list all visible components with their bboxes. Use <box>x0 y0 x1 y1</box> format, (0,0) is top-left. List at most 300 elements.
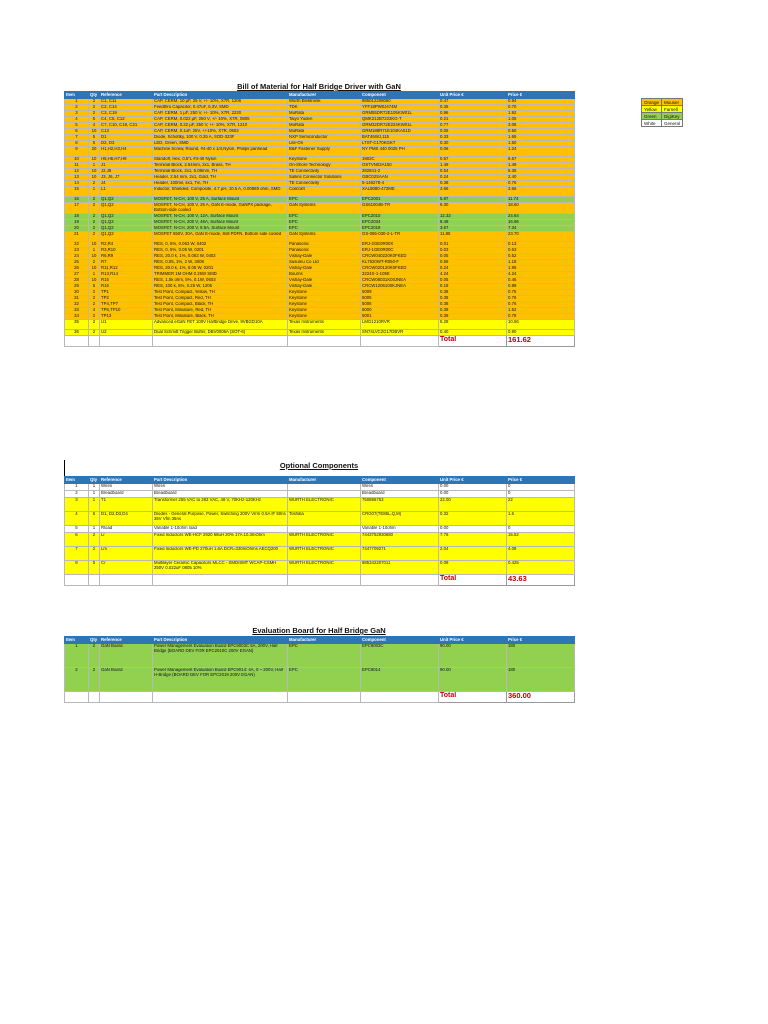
cell-ref: C1, C11 <box>100 99 153 105</box>
empty-cell <box>65 692 89 703</box>
cell-ref: GaN Board <box>100 668 153 692</box>
cell-item: 8 <box>65 141 89 147</box>
column-header: Component <box>361 477 439 484</box>
cell-desc: MOSFET, N-CH, 100 V, 12A, Surface Mount <box>153 213 288 219</box>
cell-comp: QMK212B7223KG-T <box>361 117 439 123</box>
cell-ref: T1 <box>100 498 153 512</box>
cell-desc: Advanced eGaN FET 100V Halfbridge Drive, 9VBGD10A <box>153 319 288 329</box>
cell-price: 0.78 <box>507 313 575 319</box>
cell-price: 5.35 <box>507 169 575 175</box>
cell-mfr: EPC <box>288 219 361 225</box>
total-value: 360.00 <box>507 692 575 703</box>
cell-item: 4 <box>65 117 89 123</box>
cell-qty: 2 <box>89 301 100 307</box>
cell-price: 0 <box>507 526 575 533</box>
cell-price: 0.63 <box>507 247 575 253</box>
table-row <box>65 484 575 491</box>
cell-price: 0 <box>507 484 575 491</box>
cell-qty: 2 <box>89 197 100 203</box>
column-header: Manufacturer <box>288 637 361 644</box>
cell-comp: 5001 <box>361 313 439 319</box>
cell-comp: 5-146278-4 <box>361 181 439 187</box>
cell-item: 33 <box>65 307 89 313</box>
cell-comp: KL7520WT-R050-F <box>361 259 439 265</box>
cell-qty: 4 <box>89 123 100 129</box>
cell-desc: CAP, CERM, 1 µF, 250 V, +/- 10%, X7R, 2220 <box>153 111 288 117</box>
cell-unit: 0.18 <box>439 283 507 289</box>
cell-desc: LED, Green, SMD <box>153 141 288 147</box>
cell-ref: R16 <box>100 283 153 289</box>
cell-price: 1.65 <box>507 135 575 141</box>
optional-table <box>64 476 575 586</box>
cell-unit: 0.38 <box>439 181 507 187</box>
cell-desc: Wires <box>153 484 288 491</box>
cell-qty: 10 <box>89 241 100 247</box>
cell-ref: TP2 <box>100 295 153 301</box>
empty-cell <box>100 575 153 586</box>
cell-desc: MOSFET, N-CH, 200 V, 48A, Surface Mount <box>153 219 288 225</box>
legend-supplier: Farnell <box>662 106 683 113</box>
cell-ref: C4, C5, C12 <box>100 117 153 123</box>
cell-mfr: NXP Semiconductor <box>288 135 361 141</box>
cell-comp: CRCW1206100KJNEA <box>361 283 439 289</box>
cell-comp: EPC9014 <box>361 668 439 692</box>
cell-ref: R2,R4 <box>100 241 153 247</box>
cell-item: 24 <box>65 253 89 259</box>
cell-qty: 2 <box>89 99 100 105</box>
cell-mfr: Keystone <box>288 157 361 163</box>
cell-desc: MOSFET, N-CH, 200 V, 8.5A, Surface Mount <box>153 225 288 231</box>
cell-price: 1.92 <box>507 111 575 117</box>
optional-title: Optional Components <box>279 461 359 470</box>
cell-qty: 1 <box>89 484 100 491</box>
cell-qty: 5 <box>89 512 100 526</box>
legend-supplier: DigiKey <box>662 113 683 120</box>
table-row <box>65 491 575 498</box>
column-header: Part Description <box>153 477 288 484</box>
cell-price: 3.08 <box>507 123 575 129</box>
cell-comp: 7447709271 <box>361 547 439 561</box>
cell-unit: 1.49 <box>439 163 507 169</box>
cell-price: 0.76 <box>507 289 575 295</box>
table-row <box>65 147 575 157</box>
legend-row <box>642 120 683 127</box>
cell-ref: Wires <box>100 484 153 491</box>
legend-row <box>642 99 683 106</box>
column-header: Part Description <box>153 92 288 99</box>
cell-ref: D2, D3 <box>100 141 153 147</box>
total-row <box>65 335 575 346</box>
cell-unit: 5.28 <box>439 319 507 329</box>
cell-unit: 3.67 <box>439 225 507 231</box>
cell-comp: CRG07(TE85L,Q,M) <box>361 512 439 526</box>
cell-ref: R15 <box>100 277 153 283</box>
cell-unit: 9.30 <box>439 203 507 214</box>
cell-mfr: Taiyo Yuden <box>288 117 361 123</box>
cell-qty: 2 <box>89 111 100 117</box>
cell-price: 4.08 <box>507 547 575 561</box>
cell-item: 20 <box>65 225 89 231</box>
cell-item: 7 <box>65 547 89 561</box>
cell-comp: GRM55DR72E105KW01L <box>361 111 439 117</box>
cell-qty: 2 <box>89 289 100 295</box>
cell-comp: EPC2019 <box>361 225 439 231</box>
cell-price: 1.05 <box>507 117 575 123</box>
cell-comp: 282841-2 <box>361 169 439 175</box>
cell-comp: ERJ-1GE0R00C <box>361 247 439 253</box>
cell-comp: 750896753 <box>361 498 439 512</box>
legend-supplier: Mouser <box>662 99 683 106</box>
cell-comp: 5000 <box>361 307 439 313</box>
cell-qty: 1 <box>89 271 100 277</box>
cell-mfr: Keystone <box>288 301 361 307</box>
cell-mfr: Coilcraft <box>288 187 361 197</box>
cell-price: 0.76 <box>507 295 575 301</box>
cell-qty: 2 <box>89 644 100 668</box>
cell-ref: H5,H6,H7,H8 <box>100 157 153 163</box>
column-header: Qty <box>89 477 100 484</box>
cell-unit: 0.00 <box>439 491 507 498</box>
header-row <box>65 477 575 484</box>
column-header: Price € <box>507 637 575 644</box>
cell-qty: 1 <box>89 163 100 169</box>
cell-desc: Power Management Evaluation Board EPC9014: 4A, 0 ~ 200V, Half H-Bridge (BOARD DEV FOR EPC2019 200V EGAN) <box>153 668 288 692</box>
cell-ref: GaN Board <box>100 644 153 668</box>
cell-desc: CAP, CERM, 10 µF, 25 V, +/- 10%, X7R, 1206 <box>153 99 288 105</box>
cell-desc: RES, 20.0 k, 1%, 0.05 W, 0201 <box>153 265 288 271</box>
table-row <box>65 668 575 692</box>
cell-qty: 1 <box>89 498 100 512</box>
cell-comp: YFF18PW0J474M <box>361 105 439 111</box>
cell-qty: 1 <box>89 187 100 197</box>
empty-cell <box>100 692 153 703</box>
cell-unit: 0.05 <box>439 129 507 135</box>
cell-ref: U1 <box>100 319 153 329</box>
column-header: Part Description <box>153 637 288 644</box>
cell-comp: 5009 <box>361 289 439 295</box>
cell-comp: 7443752930680 <box>361 533 439 547</box>
cell-price: 0.70 <box>507 105 575 111</box>
cell-ref: J1 <box>100 163 153 169</box>
cell-item: 14 <box>65 181 89 187</box>
cell-desc: Test Point, Miniature, Red, TH <box>153 307 288 313</box>
cell-item: 29 <box>65 283 89 289</box>
cell-unit: 90.00 <box>439 668 507 692</box>
cell-unit: 0.24 <box>439 265 507 271</box>
cell-qty: 5 <box>89 117 100 123</box>
cell-item: 36 <box>65 329 89 335</box>
column-header: Item <box>65 477 89 484</box>
cell-ref: C13 <box>100 129 153 135</box>
column-header: Reference <box>100 92 153 99</box>
cell-comp: 885012208060 <box>361 99 439 105</box>
cell-price: 0.94 <box>507 99 575 105</box>
total-value: 161.62 <box>507 335 575 346</box>
cell-item: 17 <box>65 203 89 214</box>
cell-qty: 2 <box>89 319 100 329</box>
bom-table <box>64 91 575 347</box>
cell-item: 5 <box>65 123 89 129</box>
column-header: Unit Price € <box>439 477 507 484</box>
cell-desc: Inductor, Shielded, Composite, 4.7 µH, 10.5 A, 0.00889 ohm, SMD <box>153 187 288 197</box>
cell-desc: RES, 20.0 k, 1%, 0.063 W, 0402 <box>153 253 288 259</box>
cell-unit: 0.03 <box>439 247 507 253</box>
cell-mfr: Keystone <box>288 313 361 319</box>
cell-qty: 10 <box>89 157 100 163</box>
cell-item: 2 <box>65 105 89 111</box>
cell-desc: Variable 1-10ohm load <box>153 526 288 533</box>
cell-unit: 0.38 <box>439 301 507 307</box>
cell-unit: 2.04 <box>439 547 507 561</box>
empty-cell <box>288 575 361 586</box>
cell-item: 13 <box>65 175 89 181</box>
cell-ref: R7 <box>100 259 153 265</box>
cell-unit: 90.00 <box>439 644 507 668</box>
cell-comp: OSTVN02A150 <box>361 163 439 169</box>
cell-desc: Header, 100mil, 4x1, Tin, TH <box>153 181 288 187</box>
cell-comp: CRCW020120K0FKED <box>361 265 439 271</box>
cell-qty: 2 <box>89 203 100 214</box>
legend-color: Green <box>642 113 662 120</box>
cell-comp: CRCW06031K00JNEA <box>361 277 439 283</box>
cell-ref: J4 <box>100 181 153 187</box>
cell-qty: 2 <box>89 219 100 225</box>
cell-unit: 3.66 <box>439 187 507 197</box>
legend-color: Yellow <box>642 106 662 113</box>
cell-item: 26 <box>65 265 89 271</box>
cell-desc: MOSFET, N-CH, 100 V, 25 A, GaN E-mode, GaNPX package, Bottom-side cooled <box>153 203 288 214</box>
cell-unit: 0.38 <box>439 295 507 301</box>
total-label: Total <box>439 575 507 586</box>
cell-unit: 0.21 <box>439 117 507 123</box>
cell-price: 0.50 <box>507 129 575 135</box>
cell-ref: R3,R10 <box>100 247 153 253</box>
cell-mfr: Vishay-Dale <box>288 283 361 289</box>
cell-qty: 2 <box>89 259 100 265</box>
cell-ref: Lm <box>100 547 153 561</box>
cell-comp: EPC2010 <box>361 213 439 219</box>
cell-comp: 5005 <box>361 295 439 301</box>
cell-unit: 11.85 <box>439 231 507 241</box>
cell-desc: RES, 0, 5%, 0.063 W, 0402 <box>153 241 288 247</box>
cell-item: 34 <box>65 313 89 319</box>
cell-ref: TP13 <box>100 313 153 319</box>
cell-ref: TP1 <box>100 289 153 295</box>
total-label: Total <box>439 692 507 703</box>
cell-qty: 2 <box>89 313 100 319</box>
cell-price: 18.60 <box>507 203 575 214</box>
cell-qty: 2 <box>89 668 100 692</box>
cell-comp: ERJ-2GE0R00X <box>361 241 439 247</box>
cell-comp: Wires <box>361 484 439 491</box>
cell-price: 4.24 <box>507 271 575 277</box>
table-row <box>65 187 575 197</box>
cell-item: 6 <box>65 533 89 547</box>
cell-ref: Q1,Q2 <box>100 231 153 241</box>
cell-comp: XAL8080-472ME <box>361 187 439 197</box>
cell-desc: RES, 1.0k ohm, 5%, 0.1W, 0603 <box>153 277 288 283</box>
cell-item: 25 <box>65 259 89 265</box>
cell-ref: J2,J5 <box>100 169 153 175</box>
cell-ref: R11,R12 <box>100 265 153 271</box>
header-row <box>65 92 575 99</box>
cell-desc: Standoff, Hex, 0.5"L #4-40 Nylon <box>153 157 288 163</box>
cell-desc: Machine Screw, Round, #4-40 x 1/4,Nylon, Philips panhead <box>153 147 288 157</box>
cell-mfr: MuRata <box>288 123 361 129</box>
empty-cell <box>89 335 100 346</box>
table-row <box>65 526 575 533</box>
cell-item: 21 <box>65 231 89 241</box>
cell-qty: 2 <box>89 329 100 335</box>
column-header: Price € <box>507 92 575 99</box>
cell-unit: 0.09 <box>439 561 507 575</box>
cell-unit: 0.47 <box>439 99 507 105</box>
cell-unit: 0.54 <box>439 169 507 175</box>
empty-cell <box>89 692 100 703</box>
legend-color: Orange <box>642 99 662 106</box>
cell-comp: GS-065-030-2-L-TR <box>361 231 439 241</box>
cell-price: 0.76 <box>507 181 575 187</box>
cell-price: 7.34 <box>507 225 575 231</box>
empty-cell <box>288 335 361 346</box>
cell-comp: EPC2001 <box>361 197 439 203</box>
cell-mfr: EPC <box>288 668 361 692</box>
cell-qty: 5 <box>89 141 100 147</box>
cell-ref: Q1,Q2 <box>100 213 153 219</box>
cell-price: 0 <box>507 491 575 498</box>
legend-color: White <box>642 120 662 127</box>
column-header: Item <box>65 92 89 99</box>
empty-cell <box>153 575 288 586</box>
cell-item: 27 <box>65 271 89 277</box>
cell-price: 3.66 <box>507 187 575 197</box>
cell-unit: 0.38 <box>439 307 507 313</box>
cell-unit: 0.24 <box>439 175 507 181</box>
cell-item: 7 <box>65 135 89 141</box>
cell-unit: 0.39 <box>439 313 507 319</box>
cell-desc: RES, 0.05, 1%, 2 W, 3008 <box>153 259 288 265</box>
cell-unit: 0.05 <box>439 277 507 283</box>
cell-unit: 0.38 <box>439 289 507 295</box>
cell-comp: 1902C <box>361 157 439 163</box>
cell-mfr: Keystone <box>288 295 361 301</box>
cell-mfr: GaN Systems <box>288 231 361 241</box>
table-row <box>65 203 575 214</box>
cell-ref: Q1,Q2 <box>100 197 153 203</box>
cell-qty: 2 <box>89 225 100 231</box>
cell-mfr: WÜRTH ELECTRONIC <box>288 498 361 512</box>
cell-price: 23.70 <box>507 231 575 241</box>
cell-ref: R13,R14 <box>100 271 153 277</box>
cell-desc: Breadboard <box>153 491 288 498</box>
cell-unit: 0.33 <box>439 135 507 141</box>
empty-cell <box>153 335 288 346</box>
cell-price: 0.52 <box>507 253 575 259</box>
table-row <box>65 498 575 512</box>
cell-comp: EPC2034 <box>361 219 439 225</box>
cell-ref: L1 <box>100 187 153 197</box>
empty-cell <box>153 692 288 703</box>
cell-ref: U2 <box>100 329 153 335</box>
cell-comp: BAT46WJ,115 <box>361 135 439 141</box>
cell-mfr: TDK <box>288 105 361 111</box>
cell-desc: Diode, Schottky, 100 V, 0.25 A, SOD-323F <box>153 135 288 141</box>
cell-mfr: EPC <box>288 225 361 231</box>
cell-ref: D1, D2,D3,D4 <box>100 512 153 526</box>
cell-unit: 0.00 <box>439 526 507 533</box>
cell-comp: Variable 1-10ohm <box>361 526 439 533</box>
cell-unit: 0.40 <box>439 329 507 335</box>
cell-mfr: WÜRTH ELECTRONIC <box>288 547 361 561</box>
cell-desc: Header, 2.54 mm, 2x1, Gold, TH <box>153 175 288 181</box>
cell-desc: RES, 0, 5%, 0.05 W, 0201 <box>153 247 288 253</box>
cell-desc: Dual Schmitt Trigger Buffer, DBV0006A (SOT-6) <box>153 329 288 335</box>
cell-desc: Fixed Inductors WE-HCF 2920 68uH 20% 17A 10.3mOhm <box>153 533 288 547</box>
cell-ref: Rload <box>100 526 153 533</box>
cell-comp: GBC02SAAN <box>361 175 439 181</box>
eval-title: Evaluation Board for Half Bridge GaN <box>252 626 386 635</box>
cell-mfr: Panasonic <box>288 241 361 247</box>
cell-ref: D1 <box>100 135 153 141</box>
cell-desc: Diodes - General Purpose, Power, Switching 200V Vrrm 0.5A IF 50ns 35V Vfm 35ns <box>153 512 288 526</box>
cell-mfr: EPC <box>288 644 361 668</box>
cell-unit: 0.05 <box>439 253 507 259</box>
column-header: Unit Price € <box>439 92 507 99</box>
column-header: Unit Price € <box>439 637 507 644</box>
cell-ref: TP6,TP10 <box>100 307 153 313</box>
cell-price: 11.74 <box>507 197 575 203</box>
cell-mfr: Sullins Connector Solutions <box>288 175 361 181</box>
cell-price: 1.18 <box>507 259 575 265</box>
table-row <box>65 231 575 241</box>
cell-comp: LMG1210RVR <box>361 319 439 329</box>
cell-mfr: B&F Fastener Supply <box>288 147 361 157</box>
cell-ref: H1,H2,H3,H4 <box>100 147 153 157</box>
cell-ref: R6,R9 <box>100 253 153 259</box>
cell-mfr: MuRata <box>288 111 361 117</box>
cell-unit: 0.96 <box>439 111 507 117</box>
cell-price: 1.6 <box>507 512 575 526</box>
cell-price: 24.64 <box>507 213 575 219</box>
cell-price: 1.95 <box>507 265 575 271</box>
cell-comp: 3224X-1-105E <box>361 271 439 277</box>
cell-qty: 10 <box>89 265 100 271</box>
column-header: Component <box>361 92 439 99</box>
cell-item: 35 <box>65 319 89 329</box>
cell-price: 16.96 <box>507 219 575 225</box>
column-header: Qty <box>89 637 100 644</box>
cell-desc: TRIMMER 1M OHM 0.25W SMD <box>153 271 288 277</box>
cell-item: 4 <box>65 512 89 526</box>
cell-unit: 8.48 <box>439 219 507 225</box>
cell-mfr: EPC <box>288 197 361 203</box>
cell-desc: Test Point, Compact, Yellow, TH <box>153 289 288 295</box>
cell-price: 22 <box>507 498 575 512</box>
cell-unit: 5.87 <box>439 197 507 203</box>
cell-price: 1.24 <box>507 147 575 157</box>
eval-table <box>64 636 575 703</box>
cell-qty: 1 <box>89 247 100 253</box>
cell-unit: 0.30 <box>439 141 507 147</box>
cell-mfr: Texas Instruments <box>288 329 361 335</box>
cell-item: 23 <box>65 247 89 253</box>
cell-price: 5.67 <box>507 157 575 163</box>
cell-price: 1.50 <box>507 141 575 147</box>
cell-comp: 5006 <box>361 301 439 307</box>
cell-price: 0.89 <box>507 283 575 289</box>
cell-qty: 10 <box>89 277 100 283</box>
cell-comp: EPC9003C <box>361 644 439 668</box>
